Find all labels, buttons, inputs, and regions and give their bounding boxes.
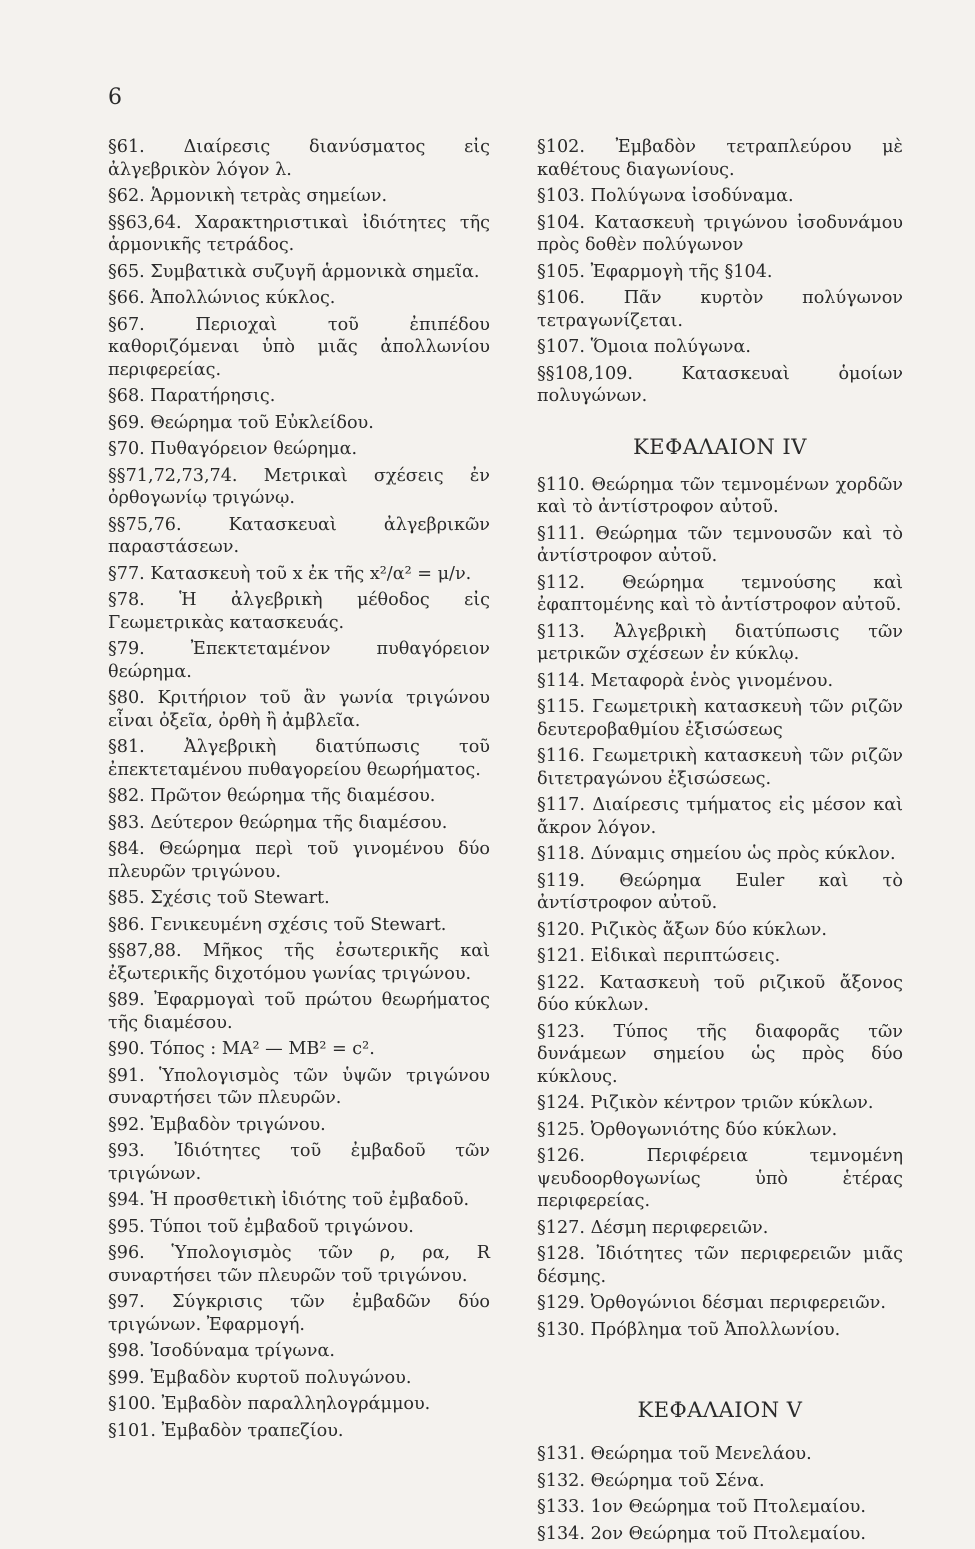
toc-entry: §112. Θεώρημα τεμνούσης καὶ ἐφαπτομένης καὶ τὸ ἀντίστροφον αὐτοῦ. — [537, 572, 903, 615]
toc-entry: §128. Ἰδιότητες τῶν περιφερειῶν μιᾶς δέσμης. — [537, 1244, 903, 1287]
toc-entry: §119. Θεώρημα Euler καὶ τὸ ἀντίστροφον αὐτοῦ. — [537, 870, 903, 913]
right-column — [537, 136, 903, 1549]
left-column — [108, 136, 490, 1446]
toc-entry: §120. Ριζικὸς ἄξων δύο κύκλων. — [537, 919, 827, 940]
toc-entry: §96. Ὑπολογισμὸς τῶν ρ, ρα, R συναρτήσει τῶν πλευρῶν τοῦ τριγώνου. — [108, 1243, 490, 1286]
toc-entry: §102. Ἐμβαδὸν τετραπλεύρου μὲ καθέτους διαγωνίους. — [537, 137, 903, 180]
toc-entry: §68. Παρατήρησις. — [108, 386, 276, 406]
toc-entry: §81. Ἀλγεβρικὴ διατύπωσις τοῦ ἐπεκτεταμένου πυθαγορείου θεωρήματος. — [108, 737, 490, 780]
toc-entry: §90. Τόπος : ΜΑ² — ΜΒ² = c². — [108, 1039, 375, 1059]
toc-entry: §133. 1ον Θεώρημα τοῦ Πτολεμαίου. — [537, 1497, 866, 1517]
toc-entry: §84. Θεώρημα περὶ τοῦ γινομένου δύο πλευρῶν τριγώνου. — [108, 839, 490, 882]
toc-entry: §100. Ἐμβαδὸν παραλληλογράμμου. — [108, 1394, 431, 1414]
chapter-iv-heading: ΚΕΦΑΛΑΙΟΝ IV — [633, 434, 807, 459]
toc-entry: §94. Ἡ προσθετικὴ ἰδιότης τοῦ ἐμβαδοῦ. — [108, 1190, 470, 1210]
toc-entry: §§87,88. Μῆκος τῆς ἐσωτερικῆς καὶ ἐξωτερικῆς διχοτόμου γωνίας τριγώνου. — [108, 941, 490, 984]
toc-entry: §89. Ἐφαρμογαὶ τοῦ πρώτου θεωρήματος τῆς διαμέσου. — [108, 990, 490, 1033]
chapter-iv-entries — [537, 474, 903, 1342]
toc-entry: §97. Σύγκρισις τῶν ἐμβαδῶν δύο τριγώνων. Ἐφαρμογή. — [108, 1292, 490, 1335]
chapter-v-heading: ΚΕΦΑΛΑΙΟΝ V — [637, 1398, 803, 1422]
toc-entry: §116. Γεωμετρικὴ κατασκευὴ τῶν ριζῶν διτετραγώνου ἐξισώσεως. — [537, 746, 903, 789]
toc-entry: §§108,109. Κατασκευαὶ ὁμοίων πολυγώνων. — [537, 363, 903, 406]
toc-entry: §103. Πολύγωνα ἰσοδύναμα. — [537, 186, 794, 206]
toc-entry: §§63,64. Χαρακτηριστικαὶ ἰδιότητες τῆς ἁρμονικῆς τετράδος. — [108, 212, 490, 255]
toc-entry: §79. Ἐπεκτεταμένον πυθαγόρειον θεώρημα. — [108, 639, 490, 682]
toc-entry: §127. Δέσμη περιφερειῶν. — [537, 1217, 769, 1238]
left-entries-list — [108, 136, 490, 1442]
toc-entry: §122. Κατασκευὴ τοῦ ριζικοῦ ἄξονος δύο κύκλων. — [537, 972, 903, 1015]
chapter-v-entries — [537, 1443, 903, 1545]
right-entries-top — [537, 136, 903, 408]
toc-entry: §98. Ἰσοδύναμα τρίγωνα. — [108, 1341, 335, 1361]
toc-entry: §125. Ὀρθογωνιότης δύο κύκλων. — [537, 1119, 838, 1140]
toc-entry: §104. Κατασκευὴ τριγώνου ἰσοδυνάμου πρὸς δοθὲν πολύγωνον — [537, 212, 903, 255]
toc-entry: §70. Πυθαγόρειον θεώρημα. — [108, 439, 358, 459]
toc-entry: §129. Ὀρθογώνιοι δέσμαι περιφερειῶν. — [537, 1293, 886, 1313]
toc-entry: §118. Δύναμις σημείου ὡς πρὸς κύκλον. — [537, 844, 896, 864]
toc-entry: §114. Μεταφορὰ ἑνὸς γινομένου. — [537, 670, 834, 691]
toc-entry: §134. 2ον Θεώρημα τοῦ Πτολεμαίου. — [537, 1523, 866, 1544]
toc-entry: §69. Θεώρημα τοῦ Εὐκλείδου. — [108, 412, 374, 433]
toc-entry: §65. Συμβατικὰ συζυγῆ ἁρμονικὰ σημεῖα. — [108, 261, 480, 282]
toc-entry: §85. Σχέσις τοῦ Stewart. — [108, 888, 330, 908]
toc-entry: §117. Διαίρεσις τμήματος εἰς μέσον καὶ ἄκρον λόγον. — [537, 795, 903, 838]
toc-entry: §126. Περιφέρεια τεμνομένη ψευδοορθογωνίως ὑπὸ ἑτέρας περιφερείας. — [537, 1146, 903, 1211]
toc-entry: §132. Θεώρημα τοῦ Σένα. — [537, 1470, 765, 1491]
toc-entry: §93. Ἰδιότητες τοῦ ἐμβαδοῦ τῶν τριγώνων. — [108, 1141, 490, 1184]
toc-entry: §95. Τύποι τοῦ ἐμβαδοῦ τριγώνου. — [108, 1216, 414, 1237]
toc-entry: §131. Θεώρημα τοῦ Μενελάου. — [537, 1444, 812, 1464]
toc-entry: §78. Ἡ ἀλγεβρικὴ μέθοδος εἰς Γεωμετρικὰς κατασκευάς. — [108, 590, 490, 633]
toc-entry: §77. Κατασκευὴ τοῦ x ἐκ τῆς x²/α² = μ/ν. — [108, 563, 472, 584]
toc-entry: §110. Θεώρημα τῶν τεμνομένων χορδῶν καὶ τὸ ἀντίστροφον αὐτοῦ. — [537, 474, 903, 517]
toc-entry: §105. Ἐφαρμογὴ τῆς §104. — [537, 261, 773, 282]
toc-entry: §§71,72,73,74. Μετρικαὶ σχέσεις ἐν ὀρθογωνίῳ τριγώνῳ. — [108, 465, 490, 508]
page-number: 6 — [108, 85, 122, 110]
toc-entry: §82. Πρῶτον θεώρημα τῆς διαμέσου. — [108, 786, 436, 806]
toc-entry: §§75,76. Κατασκευαὶ ἀλγεβρικῶν παραστάσεων. — [108, 514, 490, 557]
toc-entry: §99. Ἐμβαδὸν κυρτοῦ πολυγώνου. — [108, 1367, 412, 1388]
toc-entry: §121. Εἰδικαὶ περιπτώσεις. — [537, 946, 781, 966]
toc-entry: §83. Δεύτερον θεώρημα τῆς διαμέσου. — [108, 812, 448, 833]
toc-entry: §86. Γενικευμένη σχέσις τοῦ Stewart. — [108, 914, 447, 935]
toc-entry: §67. Περιοχαὶ τοῦ ἐπιπέδου καθοριζόμεναι ὑπὸ μιᾶς ἀπολλωνίου περιφερείας. — [108, 314, 490, 380]
toc-entry: §111. Θεώρημα τῶν τεμνουσῶν καὶ τὸ ἀντίστροφον αὐτοῦ. — [537, 523, 903, 566]
toc-entry: §101. Ἐμβαδὸν τραπεζίου. — [108, 1420, 344, 1441]
toc-entry: §80. Κριτήριον τοῦ ἂν γωνία τριγώνου εἶναι ὀξεῖα, ὀρθὴ ἢ ἀμβλεῖα. — [108, 688, 490, 731]
toc-entry: §62. Ἁρμονικὴ τετρὰς σημείων. — [108, 186, 388, 206]
toc-entry: §115. Γεωμετρικὴ κατασκευὴ τῶν ριζῶν δευτεροβαθμίου ἐξισώσεως — [537, 697, 903, 740]
toc-entry: §124. Ριζικὸν κέντρον τριῶν κύκλων. — [537, 1093, 874, 1113]
toc-entry: §92. Ἐμβαδὸν τριγώνου. — [108, 1114, 326, 1135]
toc-entry: §106. Πᾶν κυρτὸν πολύγωνον τετραγωνίζεται. — [537, 288, 903, 331]
toc-entry: §61. Διαίρεσις διανύσματος εἰς ἀλγεβρικὸν λόγον λ. — [108, 137, 490, 180]
toc-entry: §107. Ὅμοια πολύγωνα. — [537, 337, 751, 357]
toc-entry: §113. Ἀλγεβρικὴ διατύπωσις τῶν μετρικῶν σχέσεων ἐν κύκλῳ. — [537, 621, 903, 664]
toc-entry: §123. Τύπος τῆς διαφορᾶς τῶν δυνάμεων σημείου ὡς πρὸς δύο κύκλους. — [537, 1021, 903, 1087]
toc-entry: §130. Πρόβλημα τοῦ Ἀπολλωνίου. — [537, 1319, 841, 1340]
toc-entry: §66. Ἀπολλώνιος κύκλος. — [108, 288, 336, 308]
toc-entry: §91. Ὑπολογισμὸς τῶν ὑψῶν τριγώνου συναρτήσει τῶν πλευρῶν. — [108, 1065, 490, 1108]
